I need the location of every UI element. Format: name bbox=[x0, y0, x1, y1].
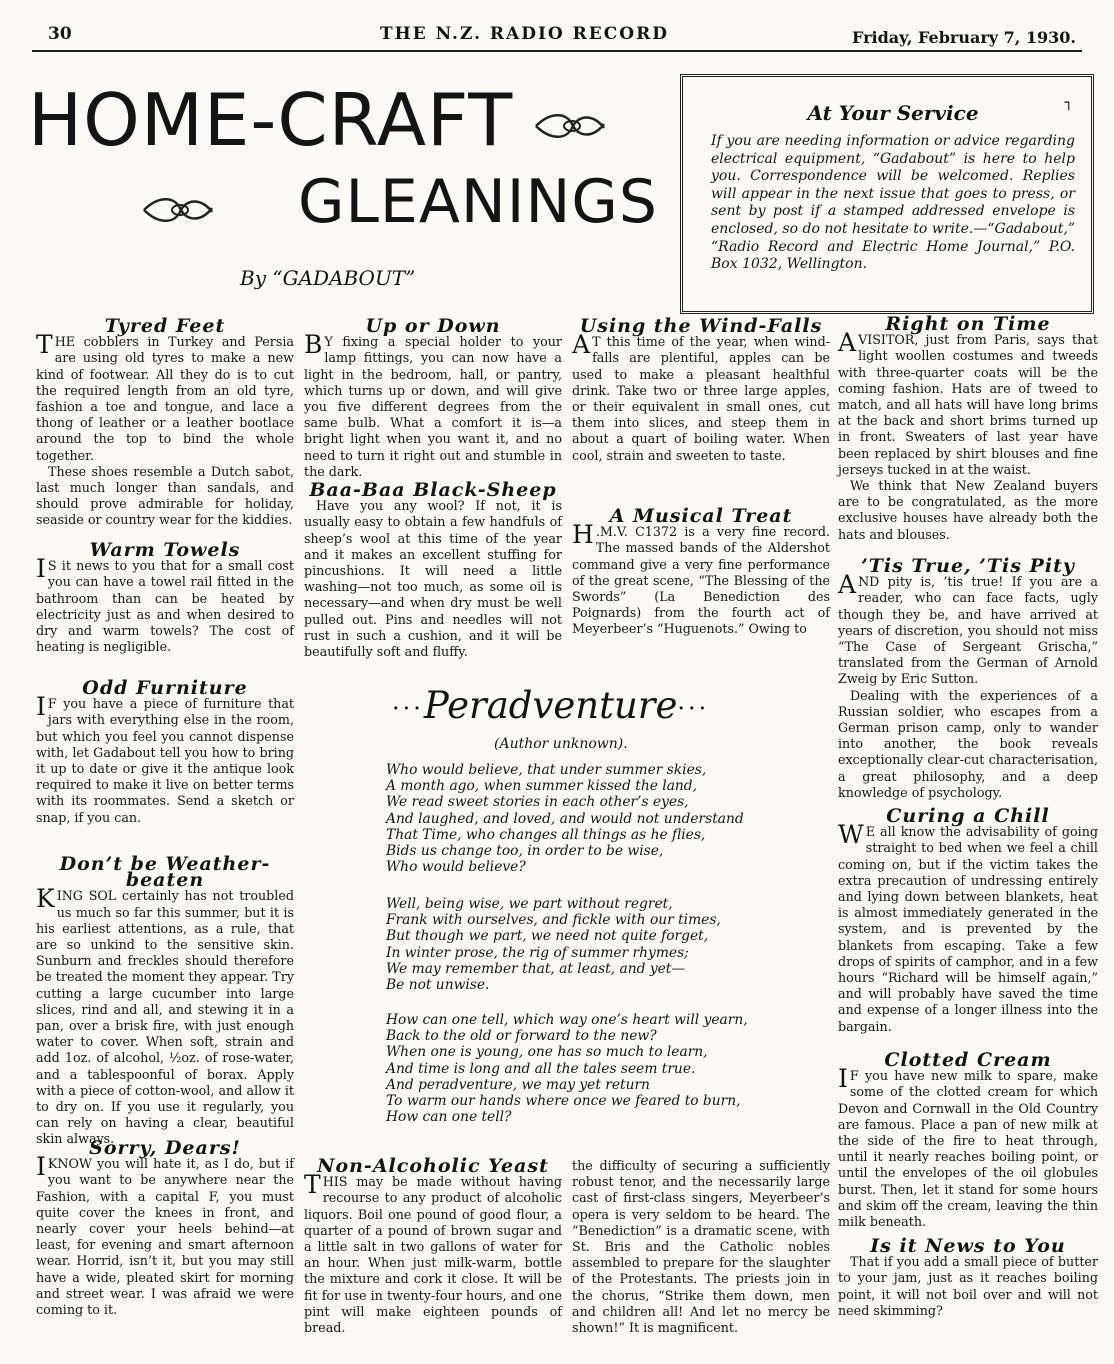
article-text: HE cobblers in Turkey and Persia are using old tyres to make a new kind of footwear. All they do is to cut the required length from an old tyre, fashion a toe and tongue, and lace a thong of leather or a leather bootlace around the top to bind the whole together. bbox=[36, 334, 294, 463]
poem-line: But though we part, we need not quite forget, bbox=[386, 928, 709, 945]
drop-cap: I bbox=[36, 692, 46, 722]
poem-line: Who would believe, that under summer skies, bbox=[386, 762, 707, 778]
article-heading: Curing a Chill bbox=[886, 805, 1050, 827]
drop-cap: K bbox=[36, 884, 55, 914]
article-text: Have you any wool? If not, it is usually easy to obtain a few handfuls of sheep’s wool at this time of the year and it makes an excellent stuffing for pincushions. It will need a little washing—not too much, as some oil is necessary—and when dry must be well pulled out. Pins and needles will not rust in such a cushion, and it will be beautifully soft and fluffy. bbox=[304, 498, 562, 660]
scroll-ornament-icon bbox=[140, 194, 216, 226]
poem-line: Well, being wise, we part without regret, bbox=[386, 896, 673, 912]
article-baa-baa bbox=[304, 479, 562, 660]
article-text: Y fixing a special holder to your lamp fittings, you can now have a light in the bedroom, hall, or pantry, which turns up or down, and will give you five different degrees from the same bulb. What a comfort it is—a bright light when you want it, and no need to turn it right out and stumble in the dark. bbox=[304, 334, 562, 479]
poem-line: And time is long and all the tales seem true. bbox=[386, 1060, 696, 1077]
article-heading: Clotted Cream bbox=[884, 1049, 1052, 1071]
service-box-body: If you are needing information or advice regarding electrical equipment, “Gadabout” is here to help you. Correspondence will be welcomed. Replies will appear in the next issue that goes to press, or sent by post if a stamped addressed envelope is enclosed, so do not hesitate to write.—“Gadabout,” “Radio Record and Electric Home Journal,” P.O. Box 1032, Wellington. bbox=[711, 133, 1075, 273]
poem-line: How can one tell, which way one’s heart will yearn, bbox=[386, 1012, 748, 1028]
article-text: That if you add a small piece of butter to your jam, just as it reaches boiling point, it will not boil over and will not need skimming? bbox=[838, 1254, 1098, 1318]
article-news-to-you bbox=[838, 1235, 1098, 1319]
poem-line: Who would believe? bbox=[386, 859, 526, 876]
drop-cap: B bbox=[304, 330, 323, 360]
article-heading: Is it News to You bbox=[870, 1235, 1066, 1257]
drop-cap: I bbox=[838, 1064, 848, 1094]
poem-stanza-1 bbox=[386, 762, 806, 875]
poem-line: Bids us change too, in order to be wise, bbox=[386, 843, 664, 860]
poem-stanza-2 bbox=[386, 896, 806, 993]
poem-line: In winter prose, the rig of summer rhymes; bbox=[386, 944, 689, 961]
article-text: ND pity is, ’tis true! If you are a reader, who can face facts, ugly though they be, and have arrived at years of discretion, you should not miss “The Case of Sergeant Grischa,” translated from the German of Arnold Zweig by Eric Sutton. bbox=[838, 574, 1098, 687]
article-heading: A Musical Treat bbox=[609, 505, 793, 527]
article-text: E all know the advisability of going straight to bed when we feel a chill coming on, but if the victim takes the extra precaution of undressing entirely and lying down between blankets, heat is almost immediately generated in the system, and is prevented by the blankets from escaping. Take a few drops of spirits of camphor, and in a few hours “Richard will be himself again,” and will probably have saved the time and expense of a longer illness into the bargain. bbox=[838, 824, 1098, 1034]
byline: By “GADABOUT” bbox=[240, 266, 416, 290]
article-musical-treat bbox=[572, 505, 830, 638]
poem-line: Back to the old or forward to the new? bbox=[386, 1028, 657, 1045]
title-line-2: GLEANINGS bbox=[298, 167, 658, 237]
drop-cap: A bbox=[572, 330, 591, 360]
poem-line: We read sweet stories in each other’s eyes, bbox=[386, 794, 689, 811]
article-text: .M.V. C1372 is a very fine record. The massed bands of the Aldershot command give a very fine performance of the great scene, “The Blessing of the Swords” (La Benediction des Poignards) from the fourth act of Meyerbeer’s “Huguenots.” Owing to bbox=[572, 524, 830, 637]
poem-title-text: Peradventure bbox=[423, 684, 678, 727]
article-text: S it news to you that for a small cost you can have a towel rail fitted in the bathroom than can be heated by electricity just as and when desired to dry and warm towels? The cost of heating is negligible. bbox=[36, 558, 294, 655]
article-clotted-cream bbox=[838, 1049, 1098, 1230]
drop-cap: H bbox=[572, 520, 594, 550]
drop-cap: T bbox=[304, 1170, 321, 1200]
article-heading: Right on Time bbox=[885, 313, 1051, 335]
header-rule bbox=[32, 50, 1082, 52]
corner-mark-icon: ┐ bbox=[1064, 95, 1073, 111]
poem-line: And laughed, and loved, and would not understand bbox=[386, 810, 744, 827]
poem-line: To warm our hands where once we feared to burn, bbox=[386, 1093, 741, 1110]
article-heading: ’Tis True, ’Tis Pity bbox=[861, 555, 1075, 577]
poem-line: A month ago, when summer kissed the land, bbox=[386, 778, 698, 795]
article-odd-furniture bbox=[36, 677, 294, 826]
article-text: Dealing with the experiences of a Russian soldier, who escapes from a German prison camp, only to wander into another, the book reveals exceptionally clear-cut characterisation, a great philosophy, and a deep knowledge of psychology. bbox=[838, 687, 1098, 800]
service-box bbox=[680, 74, 1094, 314]
issue-date: Friday, February 7, 1930. bbox=[852, 28, 1076, 47]
article-text: ING SOL certainly has not troubled us much so far this summer, but it is his earliest attentions, as a rule, that are so unkind to the sensitive skin. Sunburn and freckles should therefore be treated the moment they appear. Try cutting a large cucumber into large slices, rind and all, and stewing it in a pan, over a brisk fire, with just enough water to cover. When soft, strain and add 1oz. of alcohol, ½oz. of rose-water, and a tablespoonful of borax. Apply with a piece of cotton-wool, and allow it to dry on. If you use it regularly, you can rely on having a clear, beautiful skin always. bbox=[36, 888, 294, 1147]
drop-cap: I bbox=[36, 1152, 46, 1182]
poem-line: Be not unwise. bbox=[386, 977, 490, 994]
poem-line: That Time, who changes all things as he flies, bbox=[386, 826, 706, 843]
poem-line: We may remember that, at least, and yet— bbox=[386, 960, 686, 977]
article-text: These shoes resemble a Dutch sabot, last much longer than sandals, and should prove admirable for holiday, seaside or country wear for the kiddies. bbox=[36, 463, 294, 528]
article-text: KNOW you will hate it, as I do, but if you want to be anywhere near the Fashion, with a capital F, you must quite cover the knees in front, and nearly cover your heels behind—at least, for evening and smart afternoon wear. Horrid, isn’t it, but you may still have a wide, pleated skirt for morning and street wear. I was afraid we were coming to it. bbox=[36, 1156, 294, 1318]
article-warm-towels bbox=[36, 539, 294, 655]
title-line-1: HOME-CRAFT bbox=[28, 78, 514, 162]
article-tis-true bbox=[838, 555, 1098, 801]
poem-line: Frank with ourselves, and fickle with our times, bbox=[386, 912, 721, 929]
article-heading: Sorry, Dears! bbox=[89, 1137, 241, 1159]
poem-title: ···Peradventure··· bbox=[392, 684, 710, 727]
poem-line: And peradventure, we may yet return bbox=[386, 1076, 650, 1093]
article-weather-beaten bbox=[36, 853, 294, 1148]
drop-cap: T bbox=[36, 330, 53, 360]
article-text: F you have new milk to spare, make some of the clotted cream for which Devon and Cornwall in the Old Country are famous. Place a pan of new milk at the side of the fire to heat through, until it nearly reaches boiling point, or until the envelopes of the oil globules burst. Then, let it stand for some hours and skim off the cream, leaving the thin milk beneath. bbox=[838, 1068, 1098, 1230]
drop-cap: A bbox=[838, 570, 857, 600]
scroll-ornament-icon bbox=[532, 110, 608, 142]
article-heading: Odd Furniture bbox=[82, 677, 248, 699]
article-text: HIS may be made without having recourse to any product of alcoholic liquors. Boil one pound of good flour, a quarter of a pound of brown sugar and a little salt in two gallons of water for an hour. When just milk-warm, bottle the mixture and cork it close. It will be fit for use in twenty-four hours, and one pint will make eighteen pounds of bread. bbox=[304, 1174, 562, 1336]
article-text: T this time of the year, when wind-falls are plentiful, apples can be used to make a pleasant healthful drink. Take two or three large apples, or their equivalent in small ones, cut them into slices, and steep them in about a quart of boiling water. When cool, strain and sweeten to taste. bbox=[572, 334, 830, 463]
article-right-on-time bbox=[838, 313, 1098, 543]
article-heading: Don’t be Weather-beaten bbox=[59, 853, 271, 892]
poem-line: How can one tell? bbox=[386, 1109, 512, 1126]
article-non-alcoholic-yeast bbox=[304, 1155, 562, 1336]
article-heading: Warm Towels bbox=[89, 539, 241, 561]
article-heading: Tyred Feet bbox=[104, 315, 226, 337]
article-sorry-dears bbox=[36, 1137, 294, 1318]
article-text: F you have a piece of furniture that jars with everything else in the room, but which you feel you cannot dispense with, let Gadabout tell you how to bring it up to date or give it the antique look required to make it live on better terms with its roommates. Send a sketch or snap, if you can. bbox=[36, 696, 294, 825]
article-tyred-feet bbox=[36, 315, 294, 529]
article-heading: Non-Alcoholic Yeast bbox=[317, 1155, 549, 1177]
article-musical-treat-cont bbox=[572, 1158, 830, 1336]
article-heading: Using the Wind-Falls bbox=[579, 315, 823, 337]
drop-cap: I bbox=[36, 554, 46, 584]
article-up-or-down bbox=[304, 315, 562, 480]
article-wind-falls bbox=[572, 315, 830, 464]
masthead: THE N.Z. RADIO RECORD bbox=[380, 24, 669, 44]
poem-stanza-3 bbox=[386, 1012, 806, 1125]
drop-cap: W bbox=[838, 820, 864, 850]
article-heading: Baa-Baa Black-Sheep bbox=[309, 479, 557, 501]
drop-cap: A bbox=[838, 328, 857, 358]
article-text: VISITOR, just from Paris, says that light woollen costumes and tweeds with three-quarter coats will be the coming fashion. Hats are of tweed to match, and all hats will have long brims at the back and short brims turned up in front. Sweaters of last year have been replaced by shirt blouses and fine jerseys tucked in at the waist. bbox=[838, 332, 1098, 477]
poem-line: When one is young, one has so much to learn, bbox=[386, 1044, 708, 1061]
poem-author: (Author unknown). bbox=[494, 736, 628, 752]
article-text: We think that New Zealand buyers are to be congratulated, as the more exclusive houses have already both the hats and blouses. bbox=[838, 478, 1098, 542]
article-text: the difficulty of securing a sufficiently robust tenor, and the necessarily large cast of first-class singers, Meyerbeer’s opera is very seldom to be heard. The “Benediction” is a dramatic scene, with St. Bris and the Catholic nobles assembled to prepare for the slaughter of the Protestants. The priests join in the chorus, “Strike them down, men and children all! And let no mercy be shown!” It is magnificent. bbox=[572, 1158, 830, 1336]
article-heading: Up or Down bbox=[365, 315, 501, 337]
service-box-heading: At Your Service bbox=[807, 101, 979, 125]
article-curing-chill bbox=[838, 805, 1098, 1035]
page-number: 30 bbox=[48, 24, 72, 44]
